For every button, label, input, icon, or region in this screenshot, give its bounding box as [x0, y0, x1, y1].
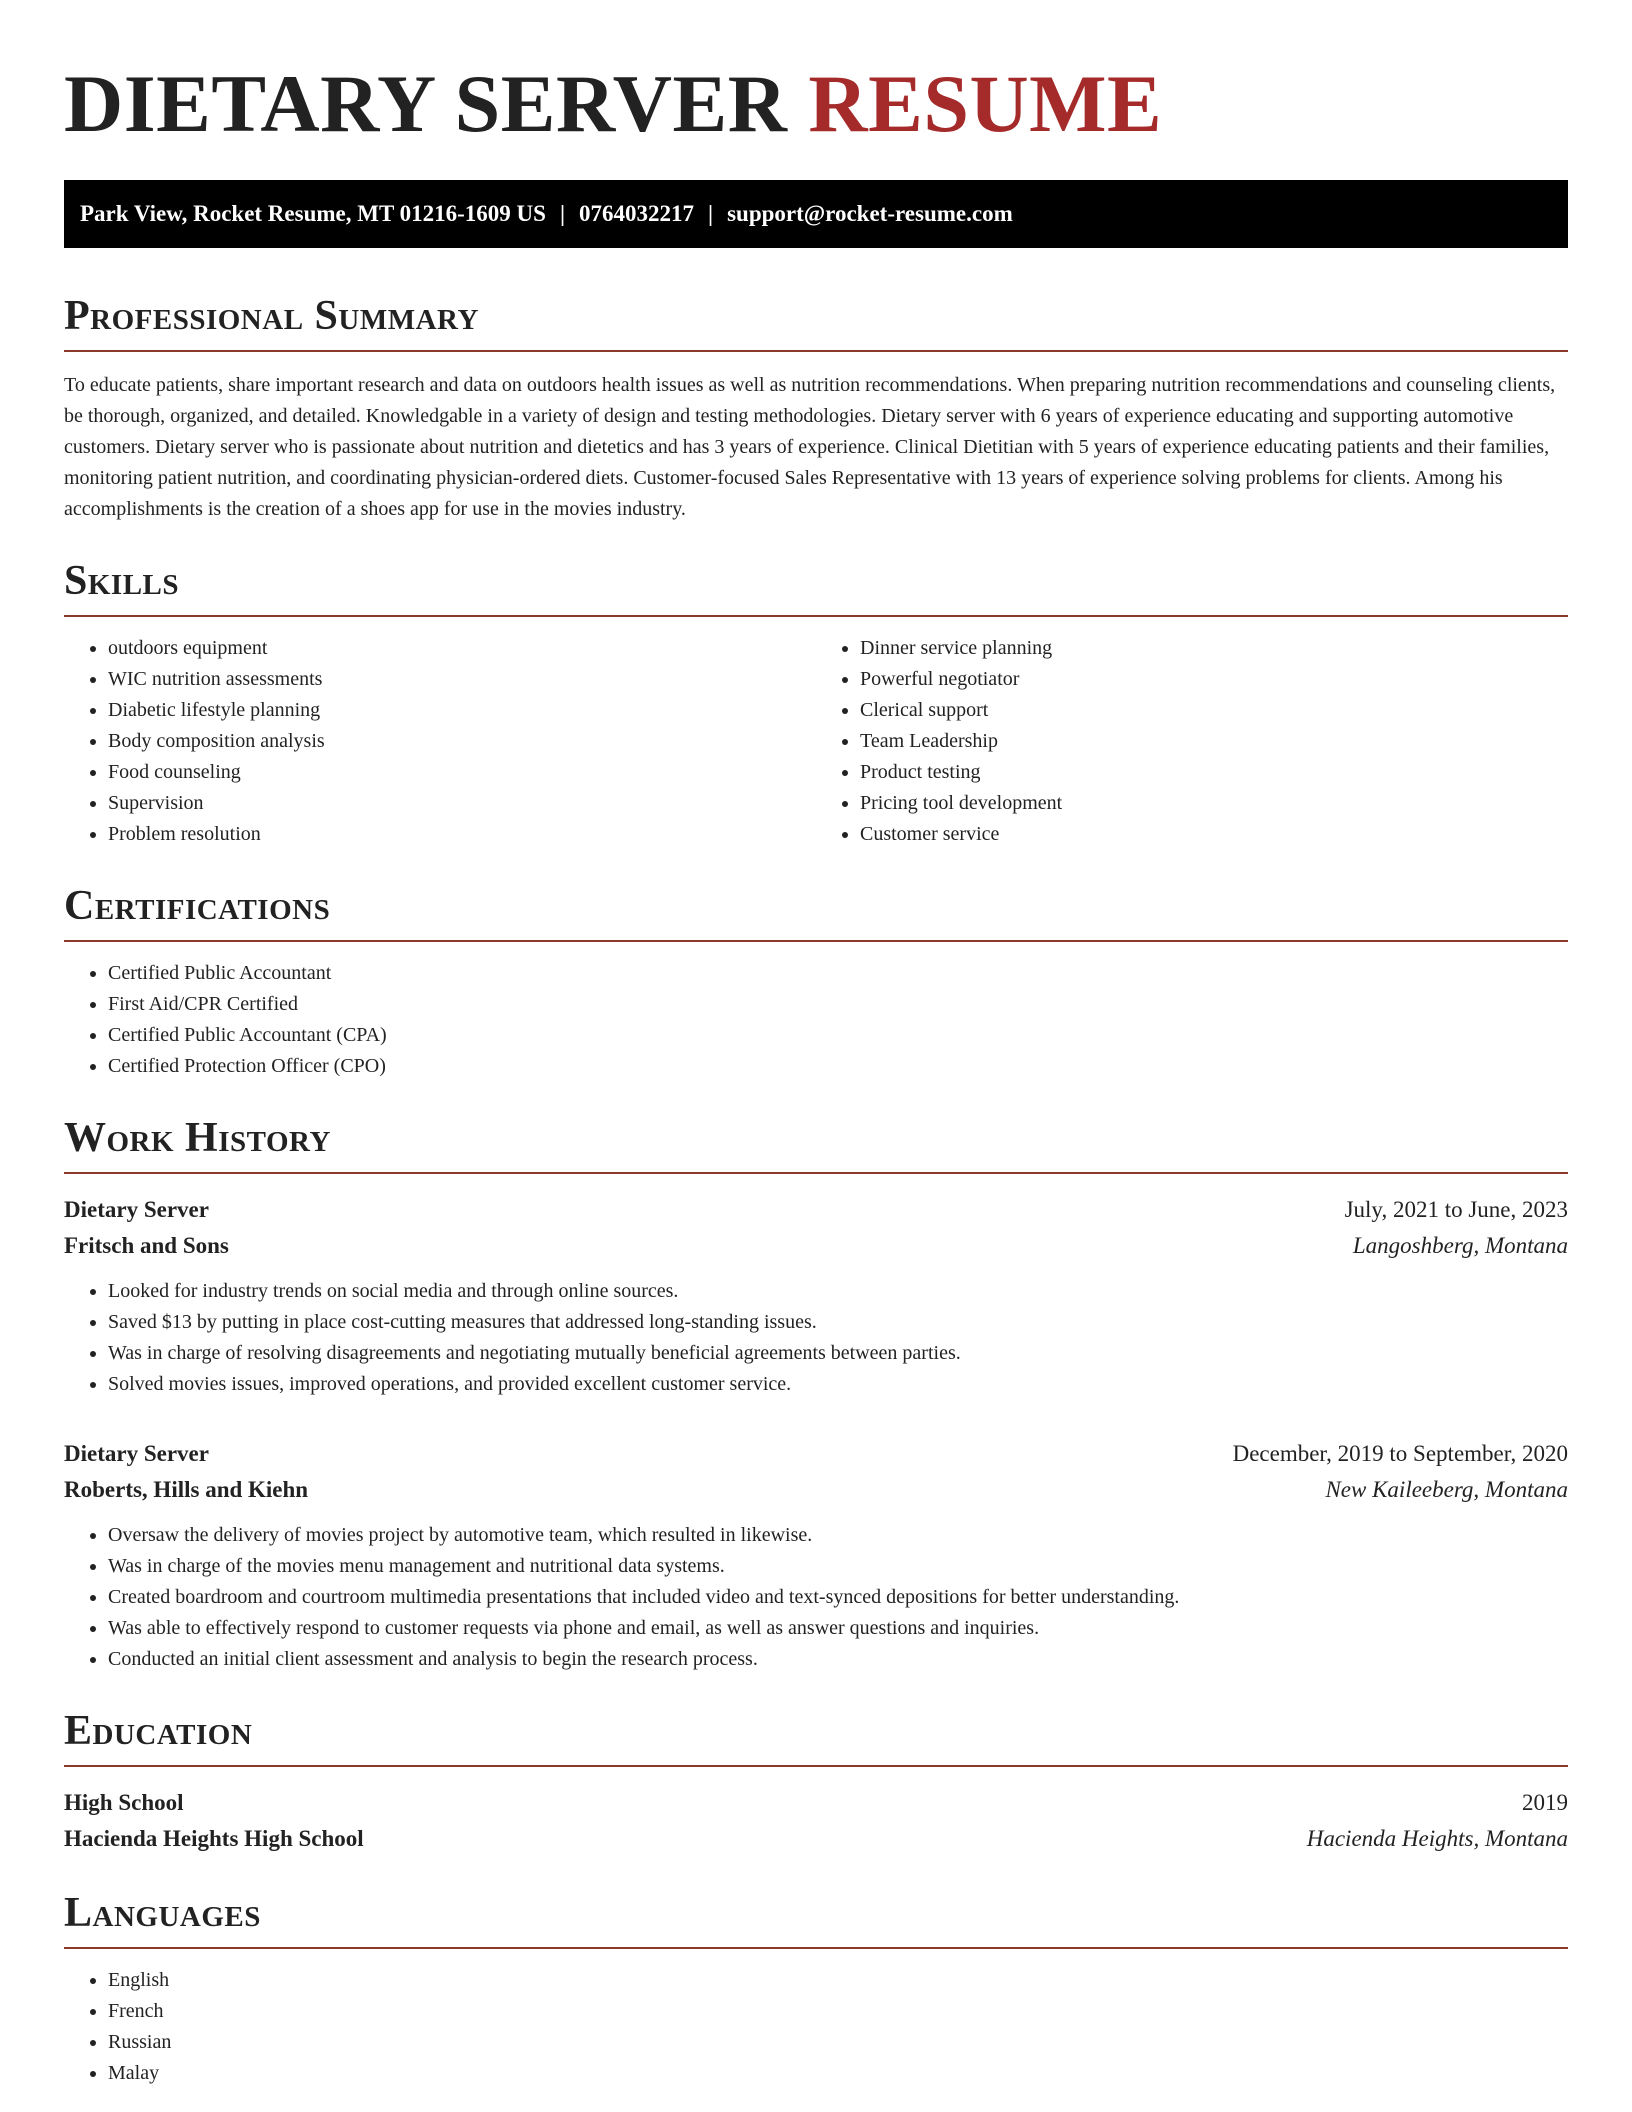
job-location: New Kaileeberg, Montana	[1325, 1477, 1568, 1502]
job-title-row	[64, 1192, 1568, 1228]
languages-heading: Languages	[64, 1885, 1568, 1949]
job-bullet: • Was able to effectively respond to customer requests via phone and email, as well as answer questions and inquiries.	[108, 1613, 1568, 1644]
job-bullet: • Saved $13 by putting in place cost-cutting measures that addressed long-standing issues.	[108, 1307, 1568, 1338]
work-history-heading: Work History	[64, 1110, 1568, 1174]
contact-bar	[64, 180, 1568, 248]
job-company: Fritsch and Sons	[64, 1233, 229, 1258]
skills-heading: Skills	[64, 553, 1568, 617]
summary-text: To educate patients, share important research and data on outdoors health issues as well as nutrition recommendations. When preparing nutrition recommendations and counseling clients, be thorough, organized, and detailed. Knowledgable in a variety of design and testing methodologies. Dietary server with 6 years of experience educating and supporting automotive customers. Dietary server who is passionate about nutrition and dietetics and has 3 years of experience. Clinical Dietitian with 5 years of experience educating patients and their families, monitoring patient nutrition, and coordinating physician-ordered diets. Customer-focused Sales Representative with 13 years of experience solving problems for clients. Among his accomplishments is the creation of a shoes app for use in the movies industry.	[64, 374, 1556, 520]
skill-item: • Supervision	[108, 788, 816, 819]
skill-item: • Food counseling	[108, 757, 816, 788]
skill-item: • Clerical support	[860, 695, 1568, 726]
education-degree-row	[64, 1785, 1568, 1821]
skill-item: • Pricing tool development	[860, 788, 1568, 819]
language-item: • Malay	[108, 2058, 1568, 2089]
title-accent: RESUME	[808, 58, 1163, 149]
skill-item: • Powerful negotiator	[860, 664, 1568, 695]
certifications-heading: Certifications	[64, 878, 1568, 942]
job-bullets	[64, 1520, 1568, 1675]
certifications-list	[64, 958, 1568, 1082]
skill-item: • outdoors equipment	[108, 633, 816, 664]
job-bullet: • Was in charge of resolving disagreements and negotiating mutually beneficial agreements between parties.	[108, 1338, 1568, 1369]
contact-separator: |	[708, 201, 714, 226]
job-bullet: • Created boardroom and courtroom multimedia presentations that included video and text-synced depositions for better understanding.	[108, 1582, 1568, 1613]
job-company: Roberts, Hills and Kiehn	[64, 1477, 309, 1502]
education-school: Hacienda Heights High School	[64, 1826, 364, 1851]
summary-heading: Professional Summary	[64, 288, 1568, 352]
job-dates: July, 2021 to June, 2023	[1344, 1197, 1568, 1222]
skill-item: • WIC nutrition assessments	[108, 664, 816, 695]
skills-section	[64, 553, 1568, 850]
contact-separator: |	[559, 201, 566, 226]
certification-item: • Certified Public Accountant	[108, 958, 1568, 989]
certification-item: • First Aid/CPR Certified	[108, 989, 1568, 1020]
job-bullet: • Solved movies issues, improved operations, and provided excellent customer service.	[108, 1369, 1568, 1400]
skill-item: • Team Leadership	[860, 726, 1568, 757]
language-item: • English	[108, 1965, 1568, 1996]
skill-item: • Body composition analysis	[108, 726, 816, 757]
job-title: Dietary Server	[64, 1441, 209, 1466]
job-bullet: • Looked for industry trends on social media and through online sources.	[108, 1276, 1568, 1307]
education-degree: High School	[64, 1790, 184, 1815]
languages-list	[64, 1965, 1568, 2089]
education-entry	[64, 1785, 1568, 1857]
skill-item: • Problem resolution	[108, 819, 816, 850]
contact-address: Park View, Rocket Resume, MT 01216-1609 US	[80, 201, 546, 226]
contact-phone: 0764032217	[579, 201, 695, 226]
skills-list-left	[64, 633, 816, 850]
education-heading: Education	[64, 1703, 1568, 1767]
skill-item: • Dinner service planning	[860, 633, 1568, 664]
skills-list-right	[816, 633, 1568, 850]
certification-item: • Certified Public Accountant (CPA)	[108, 1020, 1568, 1051]
language-item: • Russian	[108, 2027, 1568, 2058]
skills-grid	[64, 633, 1568, 850]
job-title: Dietary Server	[64, 1197, 209, 1222]
certification-item: • Certified Protection Officer (CPO)	[108, 1051, 1568, 1082]
job-entry	[64, 1436, 1568, 1675]
job-bullet: • Was in charge of the movies menu management and nutritional data systems.	[108, 1551, 1568, 1582]
certifications-section	[64, 878, 1568, 1082]
skill-item: • Product testing	[860, 757, 1568, 788]
language-item: • French	[108, 1996, 1568, 2027]
contact-email: support@rocket-resume.com	[727, 201, 1013, 226]
job-location: Langoshberg, Montana	[1352, 1233, 1568, 1258]
summary-section	[64, 288, 1568, 525]
job-company-row	[64, 1472, 1568, 1508]
title-main: DIETARY SERVER	[64, 58, 788, 149]
job-entry	[64, 1192, 1568, 1400]
education-year: 2019	[1522, 1790, 1568, 1815]
job-company-row	[64, 1228, 1568, 1264]
job-bullets	[64, 1276, 1568, 1400]
education-school-row	[64, 1821, 1568, 1857]
job-bullet: • Oversaw the delivery of movies project by automotive team, which resulted in likewise.	[108, 1520, 1568, 1551]
education-section	[64, 1703, 1568, 1857]
skill-item: • Diabetic lifestyle planning	[108, 695, 816, 726]
job-bullet: • Conducted an initial client assessment and analysis to begin the research process.	[108, 1644, 1568, 1675]
education-location: Hacienda Heights, Montana	[1306, 1826, 1568, 1851]
job-title-row	[64, 1436, 1568, 1472]
work-history-section	[64, 1110, 1568, 1675]
resume-title	[64, 0, 1568, 152]
languages-section	[64, 1885, 1568, 2089]
skill-item: • Customer service	[860, 819, 1568, 850]
job-dates: December, 2019 to September, 2020	[1232, 1441, 1568, 1466]
